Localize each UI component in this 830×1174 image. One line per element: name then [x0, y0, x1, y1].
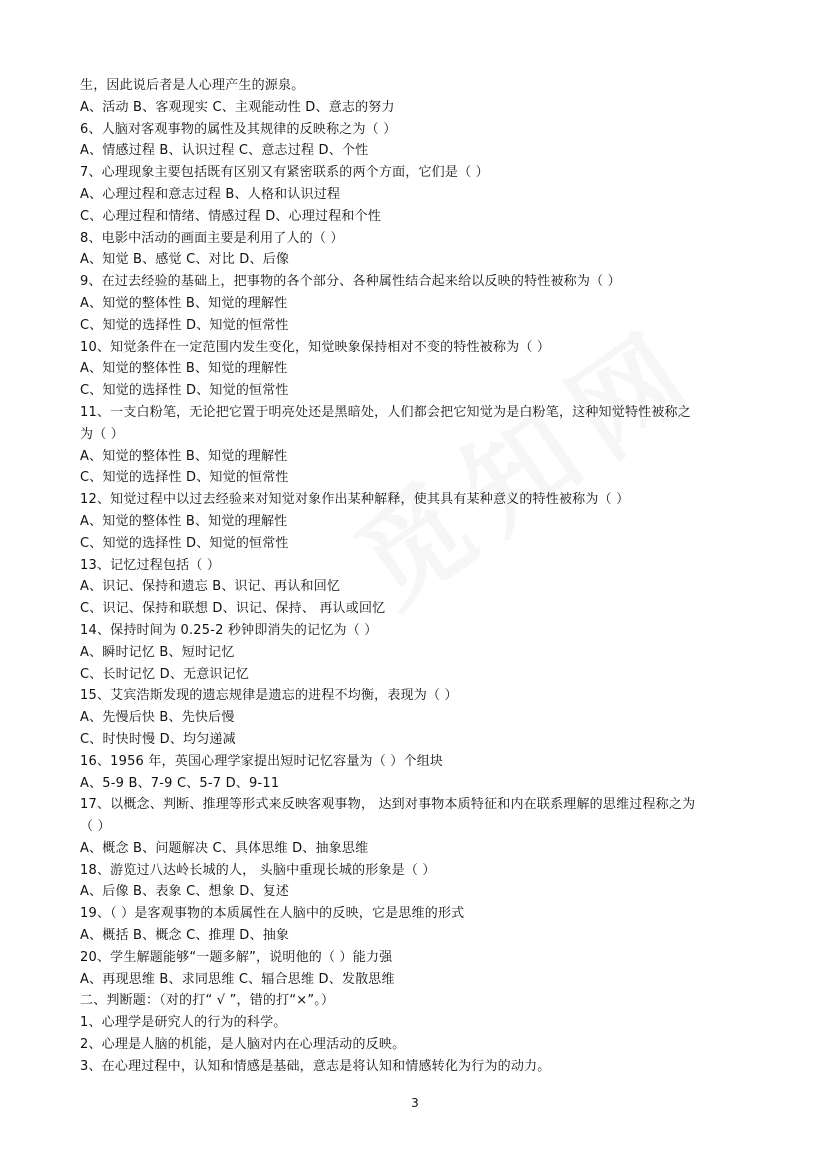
- text-line: 16、1956 年，英国心理学家提出短时记忆容量为（ ）个组块: [80, 753, 444, 769]
- text-line: 生，因此说后者是人心理产生的源泉。: [80, 78, 305, 93]
- text-line: 20、学生解题能够“一题多解”，说明他的（ ）能力强: [80, 949, 393, 965]
- text-line: A、知觉的整体性 B、知觉的理解性: [80, 448, 288, 464]
- text-line: C、时快时慢 D、均匀递减: [80, 731, 236, 747]
- text-line: A、心理过程和意志过程 B、人格和认识过程: [80, 186, 341, 202]
- text-line: 15、艾宾浩斯发现的遗忘规律是遗忘的进程不均衡，表现为（ ）: [80, 688, 458, 704]
- text-line: A、知觉的整体性 B、知觉的理解性: [80, 361, 288, 377]
- text-line: 8、电影中活动的画面主要是利用了人的（ ）: [80, 230, 344, 246]
- text-line: 3、在心理过程中，认知和情感是基础，意志是将认知和情感转化为行为的动力。: [80, 1058, 551, 1074]
- text-line: 7、心理现象主要包括既有区别又有紧密联系的两个方面，它们是（ ）: [80, 165, 489, 181]
- text-line: 二、判断题：（对的打“ √ ”，错的打“×”。）: [80, 993, 335, 1009]
- text-line: 10、知觉条件在一定范围内发生变化，知觉映象保持相对不变的特性被称为（ ）: [80, 339, 551, 355]
- text-line: 18、游览过八达岭长城的人， 头脑中重现长城的形象是（ ）: [80, 862, 436, 878]
- text-line: A、概括 B、概念 C、推理 D、抽象: [80, 928, 290, 944]
- text-line: 1、心理学是研究人的行为的科学。: [80, 1015, 287, 1031]
- text-line: 6、人脑对客观事物的属性及其规律的反映称之为（ ）: [80, 121, 397, 137]
- text-line: A、情感过程 B、认识过程 C、意志过程 D、个性: [80, 143, 369, 159]
- text-line: （ ）: [80, 819, 111, 835]
- text-line: C、知觉的选择性 D、知觉的恒常性: [80, 535, 289, 551]
- text-line: A、活动 B、客观现实 C、主观能动性 D、意志的努力: [80, 99, 395, 115]
- text-line: 17、以概念、判断、推理等形式来反映客观事物， 达到对事物本质特征和内在联系理解的思维过程称之为: [80, 797, 696, 813]
- text-line: C、长时记忆 D、无意识记忆: [80, 666, 250, 682]
- text-line: 2、心理是人脑的机能，是人脑对内在心理活动的反映。: [80, 1037, 406, 1053]
- text-line: 14、保持时间为 0.25-2 秒钟即消失的记忆为（ ）: [80, 622, 378, 638]
- text-line: A、知觉的整体性 B、知觉的理解性: [80, 295, 288, 311]
- text-line: A、知觉的整体性 B、知觉的理解性: [80, 513, 288, 529]
- page-number: 3: [411, 1096, 419, 1110]
- text-line: 12、知觉过程中以过去经验来对知觉对象作出某种解释，使其具有某种意义的特性被称为（ ）: [80, 492, 630, 508]
- text-line: A、识记、保持和遗忘 B、识记、再认和回忆: [80, 579, 341, 595]
- text-line: 11、一支白粉笔，无论把它置于明亮处还是黑暗处，人们都会把它知觉为是白粉笔，这种知觉特性被称之: [80, 404, 691, 420]
- text-line: 19、（ ）是客观事物的本质属性在人脑中的反映，它是思维的形式: [80, 906, 465, 922]
- text-line: C、知觉的选择性 D、知觉的恒常性: [80, 470, 289, 486]
- text-line: 13、记忆过程包括（ ）: [80, 557, 221, 573]
- text-line: C、知觉的选择性 D、知觉的恒常性: [80, 317, 289, 333]
- text-line: A、瞬时记忆 B、短时记忆: [80, 644, 235, 660]
- text-line: 9、在过去经验的基础上，把事物的各个部分、各种属性结合起来给以反映的特性被称为（ ）: [80, 274, 621, 290]
- text-line: A、后像 B、表象 C、想象 D、复述: [80, 884, 290, 900]
- text-line: C、识记、保持和联想 D、识记、保持、 再认或回忆: [80, 601, 386, 617]
- document-body: [80, 75, 760, 1078]
- text-line: A、知觉 B、感觉 C、对比 D、后像: [80, 252, 290, 268]
- text-line: C、心理过程和情绪、情感过程 D、心理过程和个性: [80, 208, 382, 224]
- text-line: A、再现思维 B、求同思维 C、辐合思维 D、发散思维: [80, 971, 395, 987]
- text-line: A、概念 B、问题解决 C、具体思维 D、抽象思维: [80, 840, 369, 856]
- text-line: C、知觉的选择性 D、知觉的恒常性: [80, 383, 289, 399]
- text-line: A、先慢后快 B、先快后慢: [80, 710, 235, 726]
- text-line: 为（ ）: [80, 426, 124, 442]
- text-line: A、5-9 B、7-9 C、5-7 D、9-11: [80, 775, 280, 791]
